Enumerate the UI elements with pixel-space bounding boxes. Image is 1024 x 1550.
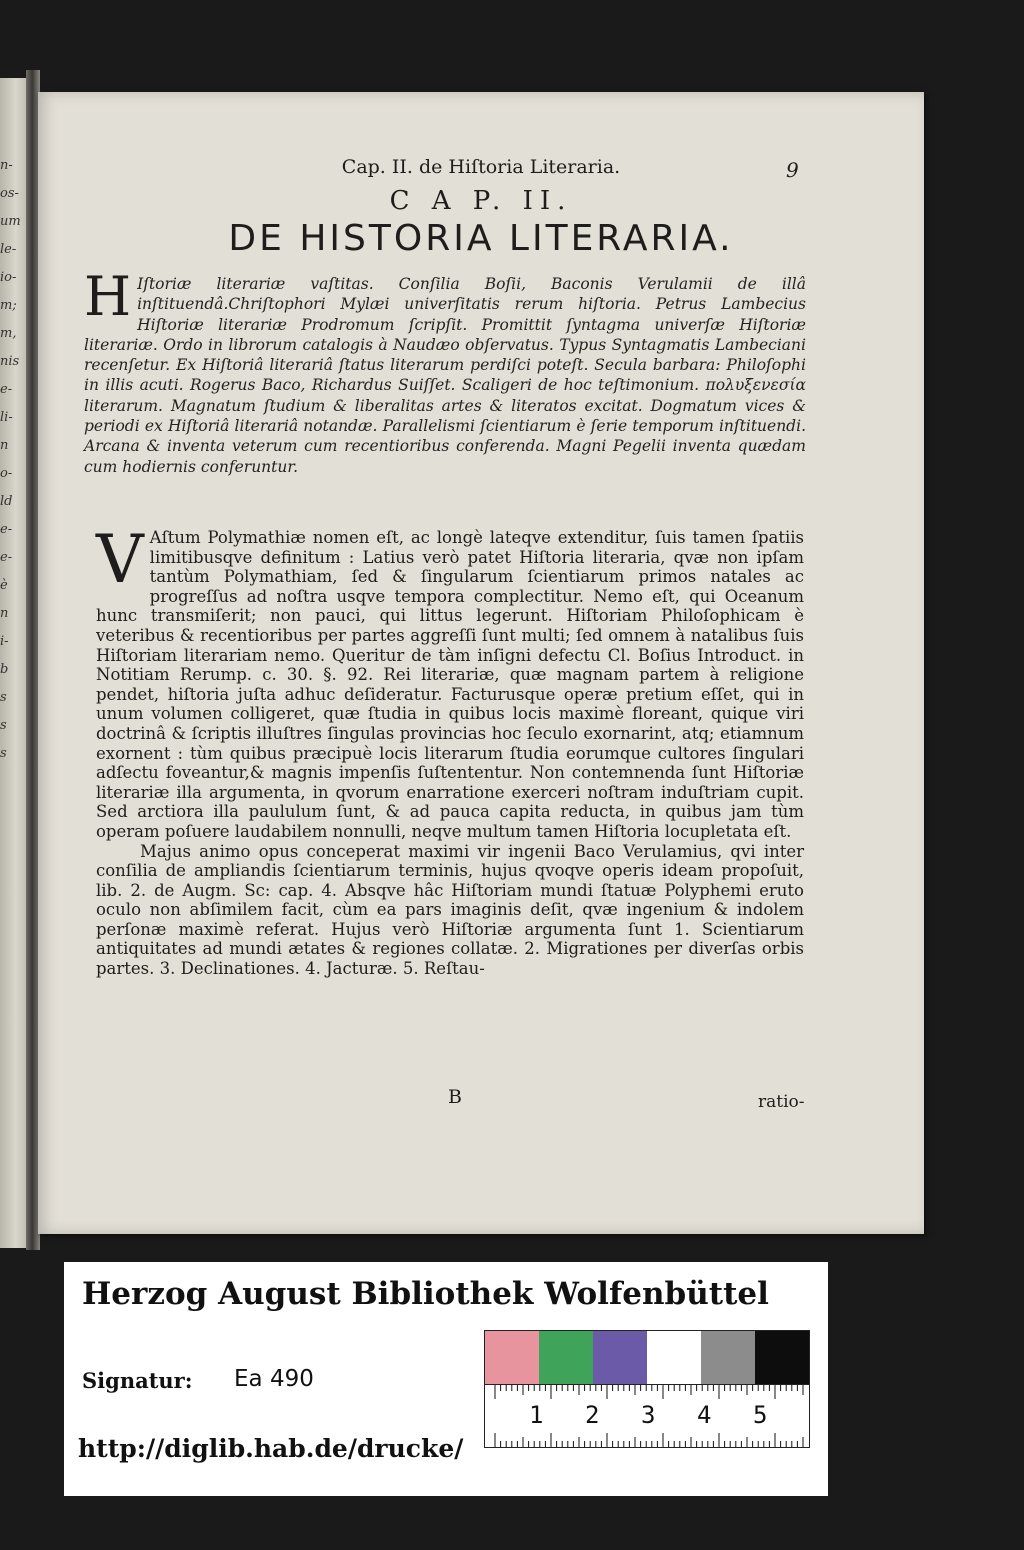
left-page-fragment: e- (0, 382, 13, 397)
summary-text: Iſtoriæ literariæ vaſtitas. Conſilia Boſii, Baconis Verulamii de illâ inſtituendâ.Chriſtophori Mylæi univerſitatis rerum hiſtoria. Petrus Lambecius Hiſtoriæ literariæ Prodromum ſcripſit. Promittit ſyntagma univerſæ Hiſtoriæ literariæ. Ordo in librorum catalogis à Naudæo obſervatus. Typus Syntagmatis Lambeciani recenſetur. Ex Hiſtoriâ literariâ ſtatus literarum perdiſci poteſt. Secula barbara: Philoſophi in illis acuti. Rogerus Baco, Richardus Suiſſet. Scaligeri de hoc teſtimonium. πολυξενεσία literarum. Magnatum ſtudium & liberalitas artes & literatos excitat. Dogmatum vices & periodi ex Hiſtoriâ literariâ notandæ. Parallelismi ſcientiarum è ſerie temporum inſtituendi. Arcana & inventa veterum cum recentioribus conferenda. Magni Pegelii inventa quædam cum hodiernis conferuntur. (84, 275, 806, 476)
color-swatch (485, 1331, 539, 1385)
signature-mark: B (448, 1086, 462, 1108)
left-page-fragment: m, (0, 326, 17, 341)
catchword: ratio- (758, 1092, 805, 1112)
color-swatch (647, 1331, 701, 1385)
color-swatch (539, 1331, 593, 1385)
ruler-number: 5 (753, 1401, 768, 1429)
library-label (64, 1262, 828, 1496)
summary-drop-cap: H (84, 265, 132, 328)
left-page-fragment: s (0, 718, 7, 733)
ruler-number: 4 (697, 1401, 712, 1429)
color-calibration-bar (484, 1330, 810, 1386)
left-page-fragment: li- (0, 410, 13, 425)
chapter-summary (84, 265, 806, 477)
left-page-fragment: i- (0, 634, 9, 649)
left-page-fragment: o- (0, 466, 13, 481)
left-page-edge (0, 78, 26, 1248)
color-swatch (755, 1331, 809, 1385)
page-number: 9 (786, 158, 799, 182)
left-page-fragment: s (0, 746, 7, 761)
color-swatch (701, 1331, 755, 1385)
left-page-fragment: m; (0, 298, 17, 313)
ruler-number: 1 (529, 1401, 544, 1429)
body-drop-cap: V (96, 521, 144, 598)
signature-label: Signatur: (82, 1368, 193, 1393)
ruler-number: 3 (641, 1401, 656, 1429)
paragraph: Majus animo opus conceperat maximi vir ingenii Baco Verulamius, qvi inter conſilia de ampliandis ſcientiarum terminis, hujus qvoqve operis ideam propoſuit, lib. 2. de Augm. Sc: cap. 4. Absqve hâc Hiſtoriam mundi ſtatuæ Polyphemi eruto oculo non abſimilem facit, cùm ea pars imaginis deſit, qvæ ingenium & indolem perſonæ maximè referat. Hujus verò Hiſtoriæ argumenta ſunt 1. Scientiarum antiquitates ad mundi ætates & regiones collatæ. 2. Migrationes per diverſas orbis partes. 3. Declinationes. 4. Jacturæ. 5. Reſtau- (96, 841, 804, 979)
left-page-fragment: s (0, 690, 7, 705)
left-page-fragment: nis (0, 354, 20, 369)
ruler-number: 2 (585, 1401, 600, 1429)
left-page-fragment: ld (0, 494, 13, 509)
measurement-ruler (484, 1384, 810, 1448)
left-page-fragment: è (0, 578, 8, 593)
chapter-title: DE HISTORIA LITERARIA. (228, 218, 734, 259)
library-url: http://diglib.hab.de/drucke/ (78, 1434, 464, 1463)
chapter-heading: C A P. II. (389, 186, 573, 216)
left-page-fragment: le- (0, 242, 17, 257)
left-page-fragment: e- (0, 522, 13, 537)
paragraph-1-text: Aſtum Polymathiæ nomen eſt, ac longè lateqve extenditur, ſuis tamen ſpatiis limitibusqve definitum : Latius verò patet Hiſtoria literaria, qvæ non ipſam tantùm Polymathiam, ſed & ſingularum ſcientiarum primos natales ac progreſſus ad noſtra usqve tempora complectitur. Nemo eſt, qui Oceanum hunc transmiſerit; non pauci, qui littus legerunt. Hiſtoriam Philoſophicam è veteribus & recentioribus per partes aggreſſi ſunt multi; ſed omnem à natalibus ſuis Hiſtoriam literariam nemo. Queritur de tàm inſigni defectu Cl. Boſius Introduct. in Notitiam Rerump. c. 30. §. 92. Rei literariæ, quæ magnam partem à religione pendet, hiſtoria juſta adhuc deſideratur. Facturusque operæ pretium eſſet, qui in unum volumen colligeret, quæ ſtudia in quibus locis maximè floreant, quique viri doctrinâ & ſcriptis illuſtres ſingulas provincias hoc ſeculo exornarint, atq; etiamnum exornent : tùm quibus præcipuè locis literarum ſtudia eorumque cultores ſingulari adſectu foveantur,& magnis impenſis ſuſtententur. Non contemnenda ſunt Hiſtoriæ literariæ illa argumenta, in qvorum enarratione exerceri noſtram induſtriam cupit. Sed arctiora illa paululum ſunt, & ad pauca capita reducta, in quibus jam tùm operam poſuere laudabilem nonnulli, neqve multum tamen Hiſtoria locupletata eſt. (96, 528, 804, 841)
paragraph (96, 521, 804, 842)
book-page (38, 92, 924, 1234)
left-page-fragment: b (0, 662, 9, 677)
left-page-fragment: um (0, 214, 21, 229)
color-swatch (593, 1331, 647, 1385)
library-name: Herzog August Bibliothek Wolfenbüttel (82, 1276, 769, 1312)
body-text (96, 521, 804, 979)
left-page-fragment: os- (0, 186, 19, 201)
left-page-fragment: io- (0, 270, 17, 285)
running-head: Cap. II. de Hiſtoria Literaria. (341, 156, 621, 178)
left-page-fragment: e- (0, 550, 13, 565)
signature-value: Ea 490 (234, 1366, 314, 1392)
left-page-fragment: n- (0, 158, 13, 173)
left-page-fragment: n (0, 606, 9, 621)
left-page-fragment: n (0, 438, 9, 453)
